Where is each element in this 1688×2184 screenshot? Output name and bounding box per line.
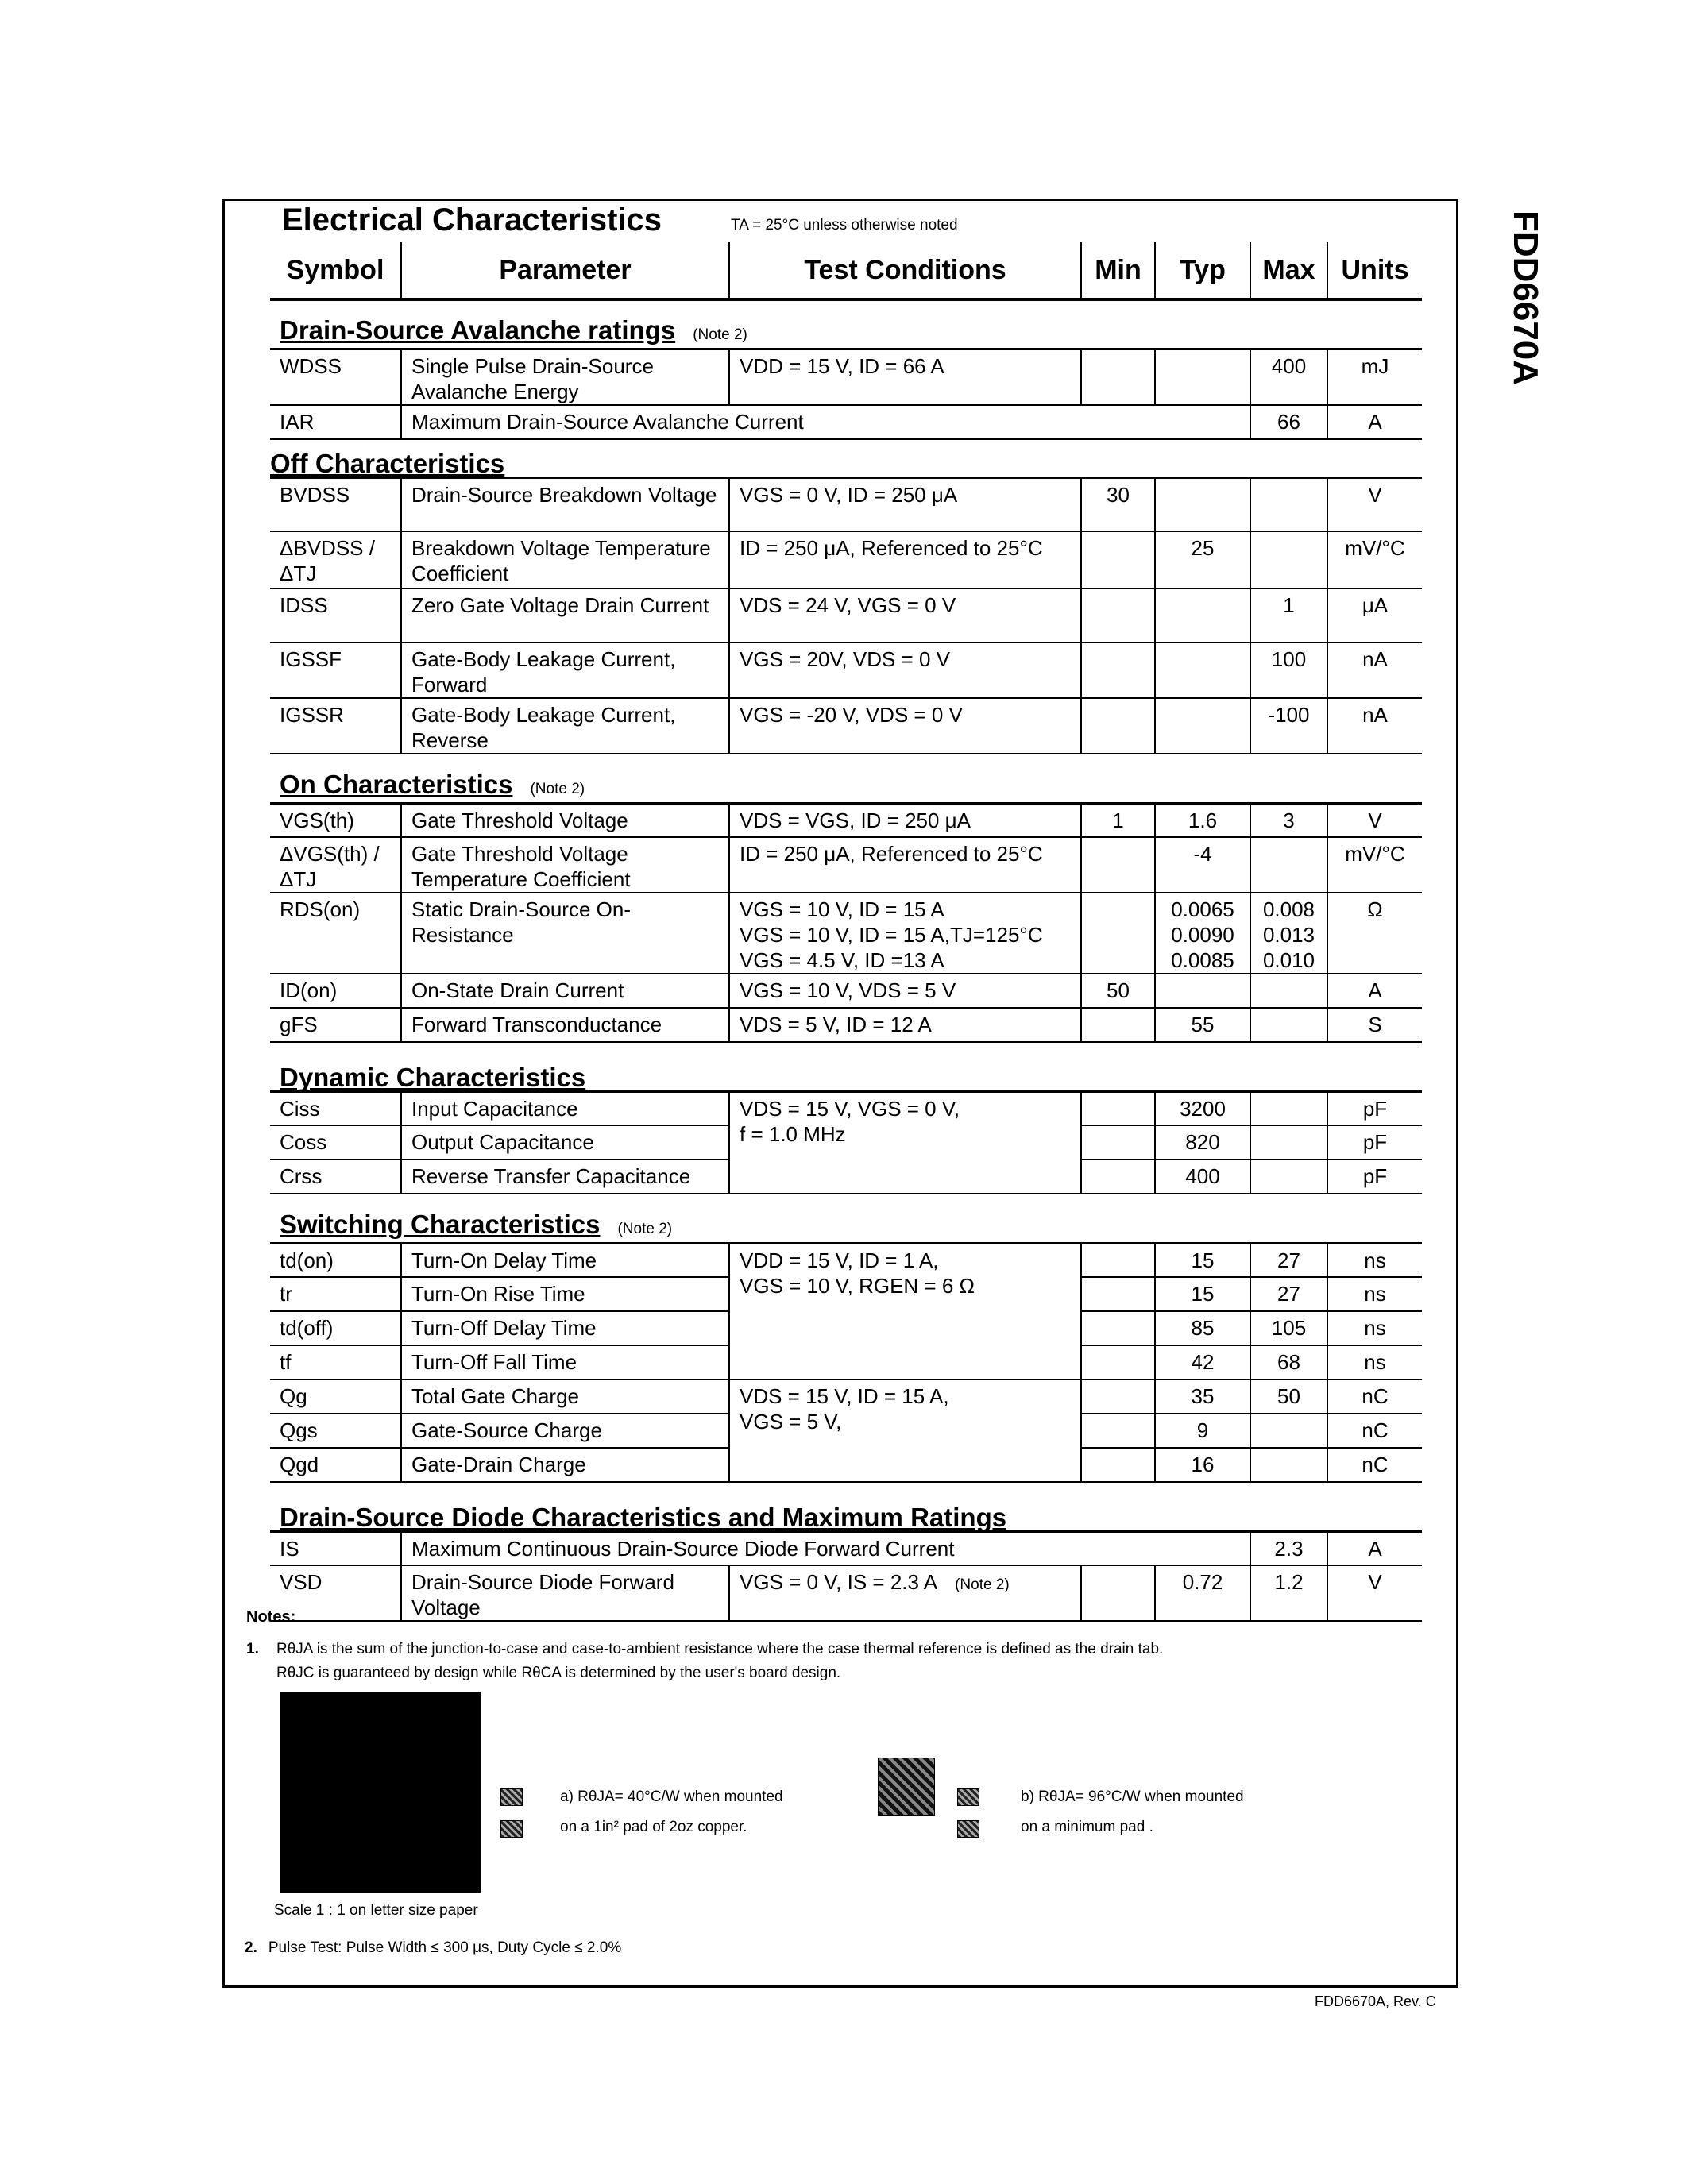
table-row: tr Turn-On Rise Time 15 27 ns [270, 1277, 1422, 1311]
table-row: td(off) Turn-Off Delay Time 85 105 ns [270, 1311, 1422, 1345]
pad-bullet-icon [957, 1820, 979, 1838]
table-row: ΔBVDSS / ΔTJ Breakdown Voltage Temperature Coefficient ID = 250 μA, Referenced to 25°C 25 mV/°C [270, 531, 1422, 588]
section-on: On Characteristics (Note 2) [270, 754, 1422, 803]
table-row: WDSS Single Pulse Drain-Source Avalanche Energy VDD = 15 V, ID = 66 A 400 mJ [270, 349, 1422, 405]
characteristics-table [270, 242, 1422, 1622]
col-test-conditions: Test Conditions [729, 242, 1081, 299]
col-units: Units [1327, 242, 1422, 299]
col-max: Max [1250, 242, 1327, 299]
notes [246, 1608, 1438, 1685]
table-row: tf Turn-Off Fall Time 42 68 ns [270, 1345, 1422, 1379]
section-dynamic: Dynamic Characteristics [270, 1042, 1422, 1091]
section-avalanche: Drain-Source Avalanche ratings (Note 2) [270, 299, 1422, 349]
footer-revision: FDD6670A, Rev. C [1315, 1993, 1436, 2009]
note-1: 1. RθJA is the sum of the junction-to-case and case-to-ambient resistance where the case thermal reference is defined as the drain tab. RθJC is guaranteed by design while RθCA is determined by the user's board design. [246, 1641, 1164, 1681]
side-part-number: FDD6670A [1506, 210, 1545, 386]
table-row: IAR Maximum Drain-Source Avalanche Current 66 A [270, 405, 1422, 439]
col-min: Min [1081, 242, 1155, 299]
table-row: IS Maximum Continuous Drain-Source Diode Forward Current 2.3 A [270, 1531, 1422, 1565]
col-typ: Typ [1155, 242, 1250, 299]
title-note: TA = 25°C unless otherwise noted [731, 217, 958, 233]
col-parameter: Parameter [401, 242, 729, 299]
table-row: IDSS Zero Gate Voltage Drain Current VDS = 24 V, VGS = 0 V 1 μA [270, 588, 1422, 642]
table-row: IGSSR Gate-Body Leakage Current, Reverse VGS = -20 V, VDS = 0 V -100 nA [270, 698, 1422, 754]
page-title: Electrical Characteristics [282, 203, 662, 237]
thermal-pad-large-image [280, 1692, 481, 1893]
table-row: ID(on) On-State Drain Current VGS = 10 V, VDS = 5 V 50 A [270, 974, 1422, 1008]
caption-a: a) RθJA= 40°C/W when mounted on a 1in² pad of 2oz copper. [560, 1788, 783, 1835]
table-row: Qg Total Gate Charge VDS = 15 V, ID = 15 A, VGS = 5 V, 35 50 nC [270, 1379, 1422, 1414]
col-symbol: Symbol [270, 242, 401, 299]
note-2: 2. Pulse Test: Pulse Width ≤ 300 μs, Duty Cycle ≤ 2.0% [245, 1939, 622, 1956]
table-row: RDS(on) Static Drain-Source On-Resistance VGS = 10 V, ID = 15 A VGS = 10 V, ID = 15 A,TJ=125°C VGS = 4.5 V, ID =13 A 0.0065 0.0090 0.0085 0.008 0.013 0.010 Ω [270, 893, 1422, 974]
scale-note: Scale 1 : 1 on letter size paper [274, 1902, 478, 1919]
notes-heading: Notes: [246, 1608, 296, 1626]
table-row: VGS(th) Gate Threshold Voltage VDS = VGS, ID = 250 μA 1 1.6 3 V [270, 803, 1422, 837]
table-row: Crss Reverse Transfer Capacitance 400 pF [270, 1160, 1422, 1194]
header-row [270, 242, 1422, 299]
section-off: Off Characteristics [270, 439, 1422, 478]
table-row: Ciss Input Capacitance VDS = 15 V, VGS = 0 V, f = 1.0 MHz 3200 pF [270, 1091, 1422, 1125]
table-row: Qgs Gate-Source Charge 9 nC [270, 1414, 1422, 1448]
table-row: VSD Drain-Source Diode Forward Voltage VGS = 0 V, IS = 2.3 A (Note 2) 0.72 1.2 V [270, 1565, 1422, 1621]
table-row: BVDSS Drain-Source Breakdown Voltage VGS = 0 V, ID = 250 μA 30 V [270, 477, 1422, 531]
table-row: IGSSF Gate-Body Leakage Current, Forward VGS = 20V, VDS = 0 V 100 nA [270, 642, 1422, 698]
thermal-pad-small-image [878, 1758, 935, 1816]
pad-bullet-icon [500, 1788, 523, 1806]
table-row: td(on) Turn-On Delay Time VDD = 15 V, ID = 1 A, VGS = 10 V, RGEN = 6 Ω 15 27 ns [270, 1243, 1422, 1277]
table-row: Qgd Gate-Drain Charge 16 nC [270, 1448, 1422, 1482]
pad-bullet-icon [500, 1820, 523, 1838]
section-switching: Switching Characteristics (Note 2) [270, 1194, 1422, 1243]
section-diode: Drain-Source Diode Characteristics and Maximum Ratings [270, 1482, 1422, 1531]
table-row: Coss Output Capacitance 820 pF [270, 1125, 1422, 1160]
table-row: ΔVGS(th) / ΔTJ Gate Threshold Voltage Temperature Coefficient ID = 250 μA, Referenced to 25°C -4 mV/°C [270, 837, 1422, 893]
table-row: gFS Forward Transconductance VDS = 5 V, ID = 12 A 55 S [270, 1008, 1422, 1042]
pad-bullet-icon [957, 1788, 979, 1806]
caption-b: b) RθJA= 96°C/W when mounted on a minimum pad . [1021, 1788, 1244, 1835]
